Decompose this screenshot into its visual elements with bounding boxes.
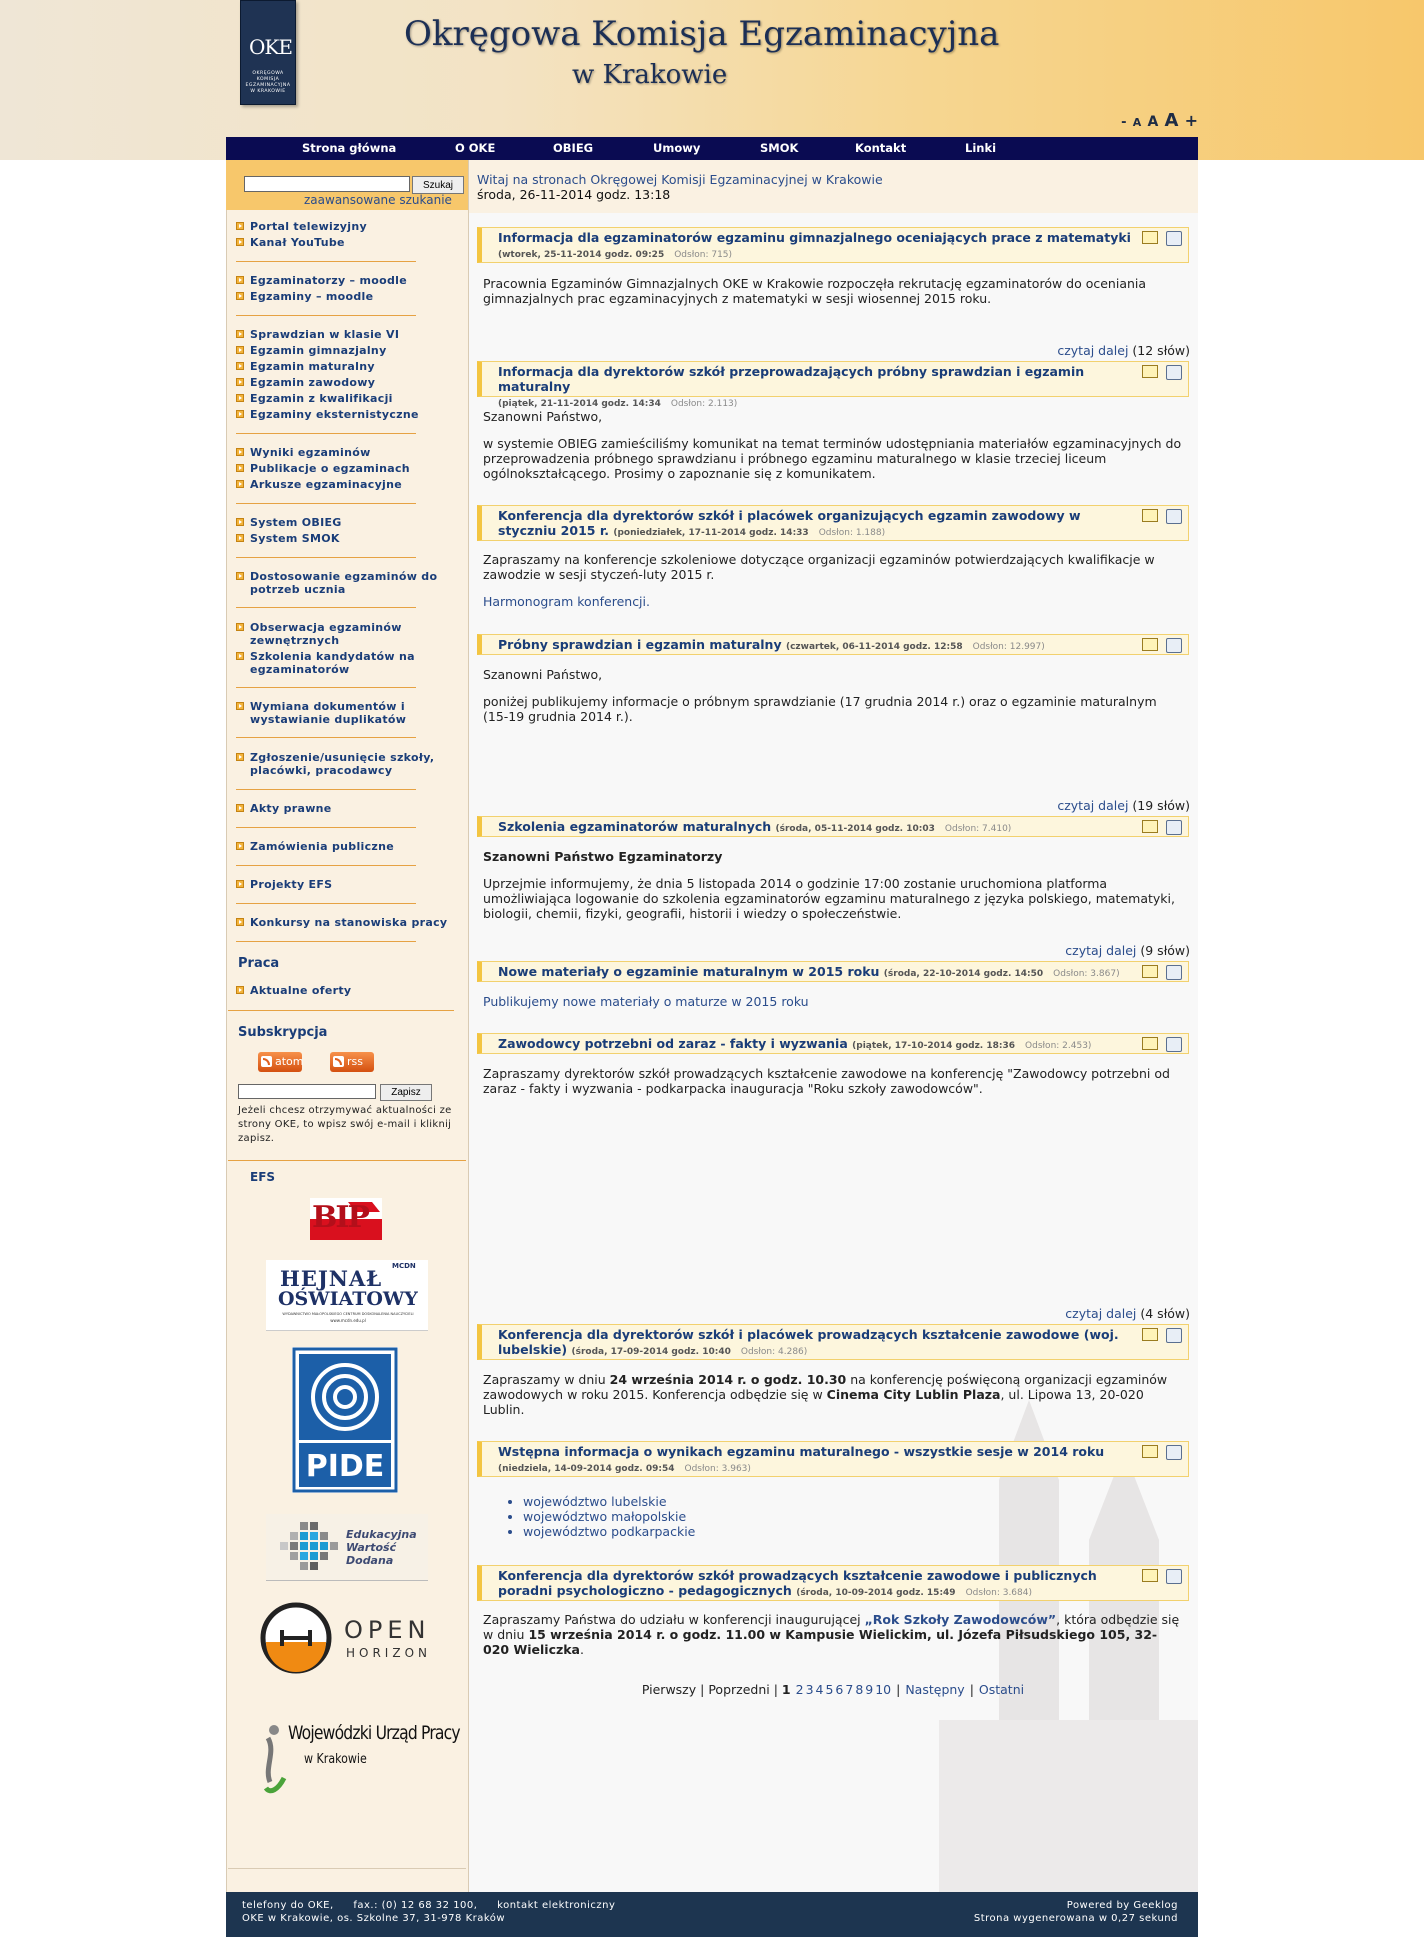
article-body: [483, 276, 1183, 318]
pager-separator: |: [700, 1682, 705, 1697]
arrow-bullet-icon: [236, 276, 244, 284]
menu-item-label: Dostosowanie egzaminów do potrzeb ucznia: [250, 570, 438, 596]
read-more: [1065, 1306, 1190, 1321]
font-medium-button[interactable]: A: [1147, 114, 1159, 130]
article-title[interactable]: Konferencja dla dyrektorów szkół i placówek organizujących egzamin zawodowy w styczniu 2015 r. (poniedziałek, 17-11-2014 godz. 14:33 Odsłon: 1.188): [498, 508, 1081, 538]
pager-separator: |: [773, 1682, 778, 1697]
search-input[interactable]: [244, 176, 410, 192]
menu-item-label: Egzaminy eksternistyczne: [250, 408, 419, 421]
read-more: [1057, 343, 1190, 358]
menu-item-label: Egzaminy – moodle: [250, 290, 374, 303]
article-header: [477, 227, 1189, 263]
arrow-bullet-icon: [236, 652, 244, 660]
sidebar-divider: [236, 737, 416, 738]
article-title[interactable]: Zawodowcy potrzebni od zaraz - fakty i wyzwania (piątek, 17-10-2014 godz. 18:36 Odsłon: 2.453): [498, 1036, 1092, 1051]
email-icon[interactable]: [1142, 820, 1158, 833]
open-horizon-text-2: HORIZON: [346, 1646, 431, 1660]
menu-item-label: Egzamin gimnazjalny: [250, 344, 387, 357]
atom-feed-button[interactable]: [258, 1052, 302, 1072]
article-meta: (środa, 22-10-2014 godz. 14:50 Odsłon: 3.867): [883, 969, 1120, 979]
article-header: [477, 1565, 1189, 1601]
word-count: (19 słów): [1132, 798, 1190, 813]
sidebar-divider: [236, 687, 416, 688]
nav-o-oke[interactable]: O OKE: [455, 141, 496, 155]
pager-page[interactable]: 9: [865, 1682, 874, 1697]
footer-contact-line: [242, 1900, 615, 1911]
menu-group-systems: [236, 516, 456, 548]
article-paragraph: Zapraszamy dyrektorów szkół prowadzących kształcenie zawodowe na konferencję "Zawodowcy potrzebni od zaraz - fakty i wyzwania - podkarpacka inauguracja "Roku szkoły zawodowców".: [483, 1066, 1170, 1096]
email-icon[interactable]: [1142, 1569, 1158, 1582]
subscription-note: Jeżeli chcesz otrzymywać aktualności ze strony OKE, to wpisz swój e-mail i kliknij zapisz.: [238, 1105, 452, 1144]
menu-item-obserwacja[interactable]: [236, 621, 456, 647]
feed-icon: [333, 1056, 344, 1067]
pager-first: Pierwszy: [641, 1682, 697, 1697]
read-more-link[interactable]: czytaj dalej: [1057, 798, 1129, 813]
email-icon[interactable]: [1142, 1445, 1158, 1458]
nav-kontakt[interactable]: Kontakt: [855, 141, 907, 155]
menu-item-label: Egzamin zawodowy: [250, 376, 376, 389]
menu-item-aktualne-oferty[interactable]: [236, 984, 456, 997]
print-icon[interactable]: [1166, 1569, 1182, 1584]
read-more-link[interactable]: czytaj dalej: [1065, 943, 1137, 958]
arrow-bullet-icon: [236, 702, 244, 710]
search-box: [226, 160, 468, 210]
article-body: [483, 994, 1183, 1021]
font-increase-button[interactable]: +: [1184, 111, 1198, 130]
pide-logo[interactable]: [292, 1347, 398, 1493]
arrow-bullet-icon: [236, 238, 244, 246]
heinal-note: WYDAWNICTWO MAŁOPOLSKIEGO CENTRUM DOSKONALENIA NAUCZYCIELI: [282, 1312, 414, 1316]
menu-item-label: System SMOK: [250, 532, 340, 545]
menu-item-konkursy[interactable]: [236, 916, 456, 929]
arrow-bullet-icon: [236, 448, 244, 456]
article-icons: [1142, 1037, 1182, 1052]
article-header: [477, 961, 1189, 982]
article-inline-link[interactable]: „Rok Szkoły Zawodowców”: [864, 1612, 1057, 1627]
article-bold-line: Szanowni Państwo Egzaminatorzy: [483, 849, 723, 864]
email-icon[interactable]: [1142, 231, 1158, 244]
menu-item-publikacje[interactable]: [236, 462, 456, 475]
menu-item-szkolenia-kandydatow[interactable]: [236, 650, 456, 676]
menu-item-wymiana[interactable]: [236, 700, 456, 726]
subscription-email-input[interactable]: [238, 1084, 376, 1099]
region-list: [483, 1494, 1183, 1539]
arrow-bullet-icon: [236, 410, 244, 418]
article-meta: (środa, 05-11-2014 godz. 10:03 Odsłon: 7.410): [775, 824, 1012, 834]
menu-item-projekty-efs[interactable]: [236, 878, 456, 891]
pager-separator: |: [969, 1682, 974, 1697]
article-header: [477, 505, 1189, 541]
menu-group-zamowienia: [236, 840, 456, 856]
footer-phones-link[interactable]: telefony do OKE,: [242, 1900, 334, 1911]
heinal-url: www.mcdn.edu.pl: [330, 1318, 366, 1323]
article-meta: (środa, 17-09-2014 godz. 10:40 Odsłon: 4.286): [571, 1347, 808, 1357]
sidebar-divider: [236, 903, 416, 904]
menu-item-wyniki[interactable]: [236, 446, 456, 459]
arrow-bullet-icon: [236, 623, 244, 631]
site-subtitle: w Krakowie: [572, 60, 728, 90]
print-icon[interactable]: [1166, 965, 1182, 980]
article-body: [483, 849, 1183, 933]
feed-label: atom: [275, 1055, 304, 1068]
print-icon[interactable]: [1166, 509, 1182, 524]
nav-home[interactable]: Strona główna: [302, 141, 397, 155]
pager-page[interactable]: 10: [875, 1682, 892, 1697]
email-icon[interactable]: [1142, 638, 1158, 651]
article-paragraph: Uprzejmie informujemy, że dnia 5 listopada 2014 o godzinie 17:00 zostanie uruchomiona platforma umożliwiająca logowanie do szkolenia egzaminatorów egzaminu maturalnego z języka polskiego, matematyki, biologii, chemii, fizyki, geografii, historii i wiedzy o społeczeństwie.: [483, 876, 1175, 921]
open-horizon-text-1: OPEN: [344, 1616, 431, 1644]
arrow-bullet-icon: [236, 378, 244, 386]
article-meta: (niedziela, 14-09-2014 godz. 09:54 Odsłon: 3.963): [498, 1464, 751, 1474]
arrow-bullet-icon: [236, 986, 244, 994]
article-icons: [1142, 365, 1182, 380]
subscription-heading: Subskrypcja: [238, 1025, 328, 1040]
sidebar-divider: [236, 261, 416, 262]
menu-item-label: Akty prawne: [250, 802, 332, 815]
menu-item-egzaminatorzy-moodle[interactable]: [236, 274, 456, 287]
site-title: Okręgowa Komisja Egzaminacyjna: [404, 14, 1000, 54]
menu-item-dostosowanie[interactable]: [236, 570, 456, 596]
menu-item-system-obieg[interactable]: [236, 516, 456, 529]
main-content: [469, 160, 1198, 1892]
menu-item-portal[interactable]: [236, 220, 456, 233]
arrow-bullet-icon: [236, 480, 244, 488]
menu-item-label: Obserwacja egzaminów zewnętrznych: [250, 621, 402, 647]
main-nav: [226, 137, 1198, 160]
pager-page[interactable]: 5: [825, 1682, 834, 1697]
article-title[interactable]: Informacja dla dyrektorów szkół przeprowadzających próbny sprawdzian i egzamin maturalny (piątek, 21-11-2014 godz. 14:34 Odsłon: 2.113): [498, 364, 1085, 409]
article-body: [483, 667, 1183, 736]
sidebar-divider: [236, 503, 416, 504]
menu-item-maturalny[interactable]: [236, 360, 456, 373]
article-icons: [1142, 1569, 1182, 1584]
article-title[interactable]: Nowe materiały o egzaminie maturalnym w 2015 roku (środa, 22-10-2014 godz. 14:50 Odsłon: 3.867): [498, 964, 1120, 979]
arrow-bullet-icon: [236, 394, 244, 402]
pager-page[interactable]: 7: [845, 1682, 854, 1697]
menu-group-exams: [236, 328, 456, 424]
pide-logo-text: PIDE: [305, 1449, 385, 1484]
nav-obieg[interactable]: OBIEG: [553, 141, 594, 155]
nav-umowy[interactable]: Umowy: [653, 141, 701, 155]
menu-item-label: Wyniki egzaminów: [250, 446, 371, 459]
subscribe-button[interactable]: Zapisz: [380, 1084, 432, 1101]
font-small-button[interactable]: A: [1132, 116, 1142, 129]
feed-label: rss: [347, 1055, 363, 1068]
menu-item-egzaminy-moodle[interactable]: [236, 290, 456, 303]
word-count: (9 słów): [1140, 943, 1190, 958]
menu-item-label: Arkusze egzaminacyjne: [250, 478, 403, 491]
article-paragraph: Szanowni Państwo,: [483, 409, 603, 424]
welcome-text: Witaj na stronach Okręgowej Komisji Egzaminacyjnej w Krakowie: [477, 172, 883, 187]
article-title[interactable]: Szkolenia egzaminatorów maturalnych (środa, 05-11-2014 godz. 10:03 Odsłon: 7.410): [498, 819, 1012, 834]
article-header: [477, 816, 1189, 837]
sidebar-divider: [236, 557, 416, 558]
menu-item-label: Egzamin z kwalifikacji: [250, 392, 393, 405]
print-icon[interactable]: [1166, 638, 1182, 653]
article-icons: [1142, 820, 1182, 835]
welcome-box: [469, 160, 1198, 213]
menu-item-label: System OBIEG: [250, 516, 342, 529]
print-icon[interactable]: [1166, 1328, 1182, 1343]
nav-smok[interactable]: SMOK: [760, 141, 799, 155]
ewd-line-3: Dodana: [346, 1554, 394, 1567]
read-more: [1065, 943, 1190, 958]
sidebar-divider: [236, 433, 416, 434]
menu-item-label: Konkursy na stanowiska pracy: [250, 916, 448, 929]
article-icons: [1142, 1445, 1182, 1460]
pagination: [469, 1682, 1198, 1697]
article-paragraph: poniżej publikujemy informacje o próbnym sprawdzianie (17 grudnia 2014 r.) oraz o egzaminie maturalnym (15-19 grudnia 2014 r.).: [483, 694, 1157, 724]
article-header: [477, 361, 1189, 409]
article-paragraph: Zapraszamy w dniu 24 września 2014 r. o godz. 10.30 na konferencję poświęconą organizacji egzaminów zawodowych w roku 2015. Konferencja odbędzie się w Cinema City Lublin Plaza, ul. Lipowa 13, 20-020 Lublin.: [483, 1372, 1168, 1417]
arrow-bullet-icon: [236, 518, 244, 526]
menu-item-label: Egzamin maturalny: [250, 360, 375, 373]
page: [226, 0, 1198, 1937]
menu-group-wymiana: [236, 700, 456, 729]
mcdn-badge: MCDN: [392, 1262, 416, 1270]
current-date: środa, 26-11-2014 godz. 13:18: [477, 187, 671, 202]
article-icons: [1142, 509, 1182, 524]
word-count: (4 słów): [1140, 1306, 1190, 1321]
ewd-logo-graphic: [278, 1518, 348, 1578]
sidebar: [226, 160, 469, 1892]
read-more-link[interactable]: czytaj dalej: [1065, 1306, 1137, 1321]
print-icon[interactable]: [1166, 1445, 1182, 1460]
arrow-bullet-icon: [236, 534, 244, 542]
article-body: [483, 1494, 1183, 1539]
word-count: (12 słów): [1132, 343, 1190, 358]
menu-item-youtube[interactable]: [236, 236, 456, 249]
sidebar-divider: [236, 607, 416, 608]
print-icon[interactable]: [1166, 365, 1182, 380]
article-icons: [1142, 638, 1182, 653]
menu-item-label: Aktualne oferty: [250, 984, 352, 997]
search-button[interactable]: Szukaj: [412, 176, 464, 194]
footer-address: OKE w Krakowie, os. Szkolne 37, 31-978 Kraków: [242, 1913, 506, 1924]
sidebar-divider: [236, 827, 416, 828]
arrow-bullet-icon: [236, 842, 244, 850]
arrow-bullet-icon: [236, 362, 244, 370]
pager-page[interactable]: 6: [835, 1682, 844, 1697]
email-icon[interactable]: [1142, 509, 1158, 522]
article-header: [477, 1033, 1189, 1054]
sidebar-divider: [236, 865, 416, 866]
menu-item-label: Sprawdzian w klasie VI: [250, 328, 400, 341]
feed-icon: [261, 1056, 272, 1067]
wup-text-1: Wojewódzki Urząd Pracy: [288, 1722, 460, 1744]
sidebar-divider: [236, 941, 416, 942]
list-item[interactable]: • województwo małopolskie: [523, 1509, 1183, 1524]
article-paragraph: Zapraszamy Państwa do udziału w konferencji inaugurującej „Rok Szkoły Zawodowców”, która odbędzie się w dniu 15 września 2014 r. o godz. 11.00 w Kampusie Wielickim, ul. Józefa Piłsudskiego 105, 32-020 Wieliczka.: [483, 1612, 1180, 1657]
menu-group-konkursy: [236, 916, 456, 932]
arrow-bullet-icon: [236, 222, 244, 230]
footer-contact-link[interactable]: kontakt elektroniczny: [497, 1900, 616, 1911]
menu-item-zamowienia[interactable]: [236, 840, 456, 853]
praca-heading: Praca: [238, 956, 280, 971]
logo-mark: OKE: [249, 35, 292, 59]
menu-item-system-smok[interactable]: [236, 532, 456, 545]
print-icon[interactable]: [1166, 231, 1182, 246]
heinal-text-top: HEJNAŁ: [280, 1266, 383, 1291]
arrow-bullet-icon: [236, 918, 244, 926]
article-meta: (poniedziałek, 17-11-2014 godz. 14:33 Odsłon: 1.188): [613, 528, 886, 538]
menu-group-obserwacja: [236, 621, 456, 679]
article-header: [477, 1441, 1189, 1477]
heinal-text-bottom: OŚWIATOWY: [278, 1288, 418, 1310]
sidebar-border: [226, 160, 227, 1892]
pager-page[interactable]: 3: [805, 1682, 814, 1697]
article-title[interactable]: Wstępna informacja o wynikach egzaminu maturalnego - wszystkie sesje w 2014 roku (niedziela, 14-09-2014 godz. 09:54 Odsłon: 3.963): [498, 1444, 1105, 1474]
menu-item-arkusze[interactable]: [236, 478, 456, 491]
menu-item-label: Szkolenia kandydatów na egzaminatorów: [250, 650, 415, 676]
arrow-bullet-icon: [236, 292, 244, 300]
sidebar-divider: [236, 789, 416, 790]
footer-powered-by[interactable]: Powered by Geeklog: [1066, 1900, 1178, 1911]
menu-item-label: Portal telewizyjny: [250, 220, 367, 233]
arrow-bullet-icon: [236, 464, 244, 472]
menu-item-label: Projekty EFS: [250, 878, 333, 891]
article-paragraph: w systemie OBIEG zamieściliśmy komunikat na temat terminów udostępniania materiałów egzaminacyjnych do przeprowadzenia próbnego sprawdzianu i próbnego egzaminu maturalnego w klasie trzeciej liceum ogólnokształcącego. Prosimy o zapoznanie się z komunikatem.: [483, 436, 1182, 481]
article-body: [483, 1612, 1183, 1669]
article-header: [477, 634, 1189, 655]
article-meta: (piątek, 21-11-2014 godz. 14:34 Odsłon: 2.113): [498, 399, 738, 409]
article-body: [483, 1372, 1183, 1429]
article-paragraph: Zapraszamy na konferencje szkoleniowe dotyczące organizacji egzaminów potwierdzających kwalifikacje w zawodzie w sesji styczeń-luty 2015 r.: [483, 552, 1155, 582]
menu-item-gimnazjalny[interactable]: [236, 344, 456, 357]
arrow-bullet-icon: [236, 753, 244, 761]
font-decrease-button[interactable]: -: [1121, 115, 1127, 130]
article-title[interactable]: Informacja dla egzaminatorów egzaminu gimnazjalnego oceniających prace z matematyki (wtorek, 25-11-2014 godz. 09:25 Odsłon: 715): [498, 230, 1131, 260]
font-size-controls: [1119, 110, 1198, 131]
rss-feed-button[interactable]: [330, 1052, 374, 1072]
bip-logo-text: BIP: [312, 1200, 368, 1235]
font-large-button[interactable]: A: [1164, 110, 1179, 131]
menu-item-zawodowy[interactable]: [236, 376, 456, 389]
menu-group-media: [236, 220, 456, 252]
arrow-bullet-icon: [236, 804, 244, 812]
menu-item-eksternistyczne[interactable]: [236, 408, 456, 421]
print-icon[interactable]: [1166, 1037, 1182, 1052]
article-title[interactable]: Konferencja dla dyrektorów szkół i placówek prowadzących kształcenie zawodowe (woj. lubelskie) (środa, 17-09-2014 godz. 10:40 Odsłon: 4.286): [498, 1327, 1119, 1357]
pager-page[interactable]: 4: [815, 1682, 824, 1697]
menu-group-efs: [236, 878, 456, 894]
article-body: [483, 552, 1183, 621]
efs-heading: EFS: [250, 1170, 276, 1184]
menu-group-akty: [236, 802, 456, 818]
article-title[interactable]: Próbny sprawdzian i egzamin maturalny (czwartek, 06-11-2014 godz. 12:58 Odsłon: 12.997): [498, 637, 1045, 652]
advanced-search-link[interactable]: zaawansowane szukanie: [304, 193, 452, 207]
menu-item-label: Wymiana dokumentów i wystawianie duplikatów: [250, 700, 407, 726]
menu-item-label: Kanał YouTube: [250, 236, 345, 249]
menu-item-sprawdzian[interactable]: [236, 328, 456, 341]
list-item[interactable]: • województwo lubelskie: [523, 1494, 1183, 1509]
pager-page[interactable]: 2: [795, 1682, 804, 1697]
menu-item-label: Zamówienia publiczne: [250, 840, 394, 853]
article-header: [477, 1324, 1189, 1360]
menu-group-moodle: [236, 274, 456, 306]
menu-item-label: Egzaminatorzy – moodle: [250, 274, 407, 287]
list-item[interactable]: • województwo podkarpackie: [523, 1524, 1183, 1539]
logo-caption: OKRĘGOWA KOMISJA EGZAMINACYJNA W KRAKOWIE: [245, 71, 291, 94]
sidebar-divider: [228, 1160, 466, 1161]
wup-krakow-logo[interactable]: [260, 1718, 460, 1808]
arrow-bullet-icon: [236, 572, 244, 580]
footer: [226, 1892, 1198, 1937]
oke-logo[interactable]: [240, 0, 296, 105]
article-meta: (środa, 10-09-2014 godz. 15:49 Odsłon: 3.684): [796, 1588, 1033, 1598]
pager-separator: |: [896, 1682, 901, 1697]
pager-next[interactable]: Następny: [905, 1682, 965, 1697]
heinal-oswiatowy-logo[interactable]: [266, 1260, 428, 1331]
sidebar-divider: [236, 315, 416, 316]
menu-group-dostosowanie: [236, 570, 456, 599]
email-icon[interactable]: [1142, 1328, 1158, 1341]
article-icons: [1142, 231, 1182, 246]
ewd-line-1: Edukacyjna: [346, 1528, 417, 1541]
bip-logo[interactable]: [310, 1198, 382, 1240]
pager-page[interactable]: 8: [855, 1682, 864, 1697]
article-meta: (wtorek, 25-11-2014 godz. 09:25 Odsłon: 715): [498, 250, 733, 260]
nav-linki[interactable]: Linki: [965, 141, 997, 155]
article-link[interactable]: Harmonogram konferencji.: [483, 594, 650, 609]
email-icon[interactable]: [1142, 1037, 1158, 1050]
email-icon[interactable]: [1142, 365, 1158, 378]
arrow-bullet-icon: [236, 880, 244, 888]
email-icon[interactable]: [1142, 965, 1158, 978]
menu-item-label: Zgłoszenie/usunięcie szkoły, placówki, pracodawcy: [250, 751, 435, 777]
menu-group-zgloszenie: [236, 751, 456, 780]
open-horizon-logo[interactable]: [260, 1602, 434, 1674]
article-meta: (czwartek, 06-11-2014 godz. 12:58 Odsłon: 12.997): [785, 642, 1045, 652]
header: [226, 0, 1198, 137]
menu-item-akty-prawne[interactable]: [236, 802, 456, 815]
article-paragraph: Pracownia Egzaminów Gimnazjalnych OKE w Krakowie rozpoczęła rekrutację egzaminatorów do oceniania gimnazjalnych prac egzaminacyjnych z matematyki w sesji wiosennej 2015 roku.: [483, 276, 1147, 306]
pager-last[interactable]: Ostatni: [978, 1682, 1025, 1697]
article-icons: [1142, 1328, 1182, 1343]
ewd-logo-text: [346, 1528, 417, 1567]
footer-generated-time: Strona wygenerowana w 0,27 sekund: [973, 1913, 1178, 1924]
article-icons: [1142, 965, 1182, 980]
wup-text-2: w Krakowie: [304, 1752, 367, 1767]
menu-group-praca: [236, 984, 456, 1000]
open-horizon-graphic: [260, 1602, 334, 1674]
pager-current: 1: [781, 1682, 791, 1697]
ewd-logo[interactable]: [266, 1514, 428, 1581]
article-link[interactable]: Publikujemy nowe materiały o maturze w 2015 roku: [483, 994, 809, 1009]
wup-logo-graphic: [260, 1718, 288, 1808]
sidebar-divider: [228, 1868, 466, 1869]
article-paragraph: Szanowni Państwo,: [483, 667, 603, 682]
article-meta: (piątek, 17-10-2014 godz. 18:36 Odsłon: 2.453): [852, 1041, 1092, 1051]
article-body: [483, 1066, 1183, 1108]
print-icon[interactable]: [1166, 820, 1182, 835]
menu-item-label: Publikacje o egzaminach: [250, 462, 410, 475]
read-more-link[interactable]: czytaj dalej: [1057, 343, 1129, 358]
arrow-bullet-icon: [236, 330, 244, 338]
read-more: [1057, 798, 1190, 813]
arrow-bullet-icon: [236, 346, 244, 354]
sidebar-divider: [228, 1010, 454, 1011]
pager-prev: Poprzedni: [708, 1682, 770, 1697]
article-title[interactable]: Konferencja dla dyrektorów szkół prowadzących kształcenie zawodowe i publicznych poradni psychologiczno - pedagogicznych (środa, 10-09-2014 godz. 15:49 Odsłon: 3.684): [498, 1568, 1097, 1598]
menu-item-zgloszenie[interactable]: [236, 751, 456, 777]
article-body: [483, 409, 1183, 493]
ewd-line-2: Wartość: [346, 1541, 397, 1554]
menu-item-kwalifikacji[interactable]: [236, 392, 456, 405]
footer-fax: fax.: (0) 12 68 32 100,: [353, 1900, 478, 1911]
menu-group-results: [236, 446, 456, 494]
